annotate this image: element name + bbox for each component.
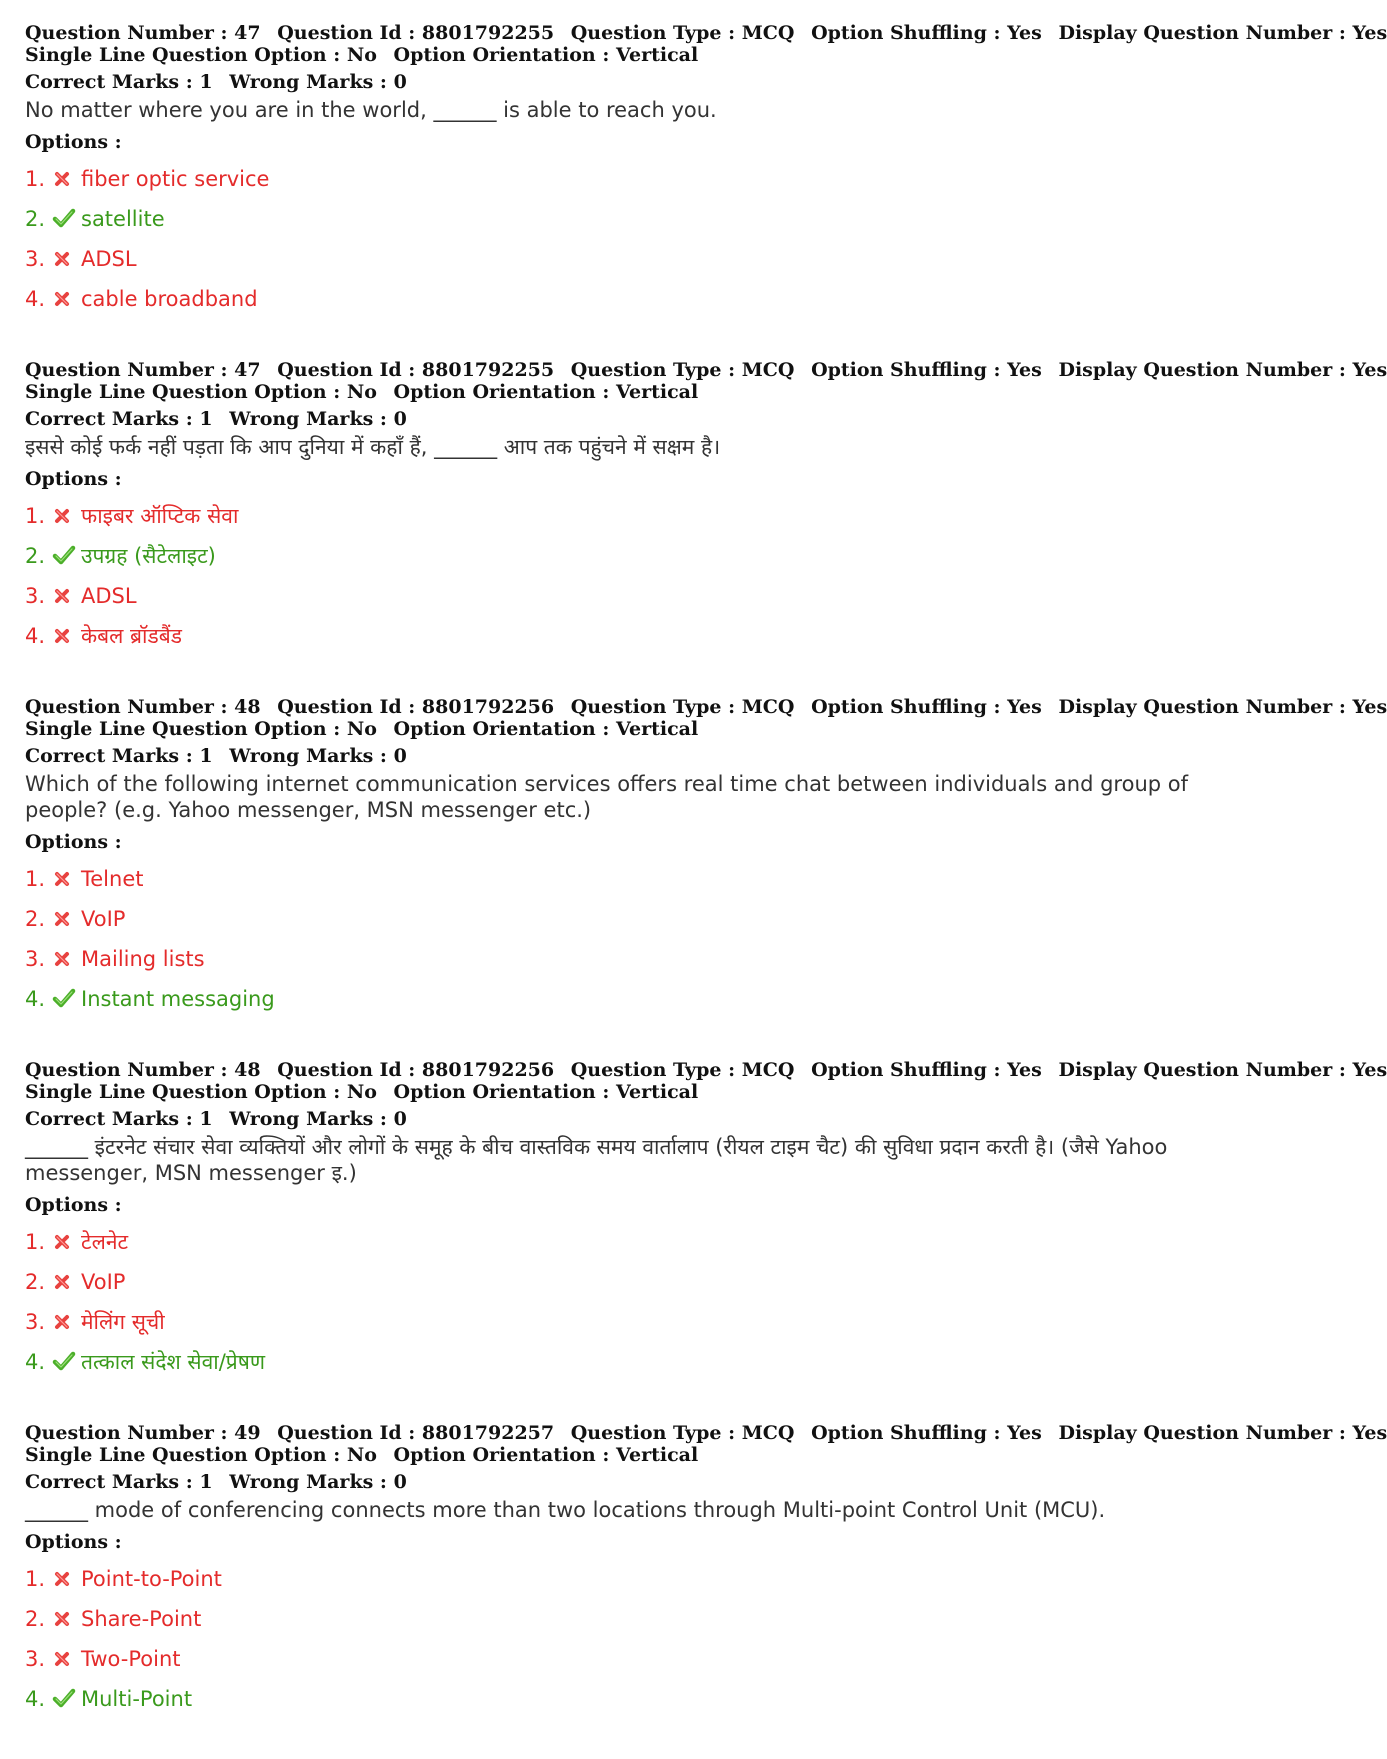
option-text: Point-to-Point <box>81 1567 222 1591</box>
option-number: 2. <box>25 907 46 931</box>
option-text: केबल ब्रॉडबैंड <box>81 624 182 648</box>
question-block <box>25 1059 1387 1382</box>
option-text: Multi-Point <box>81 1687 193 1711</box>
option-number: 4. <box>25 1687 46 1711</box>
cross-icon <box>53 901 75 925</box>
question-meta-line-1: Question Number : 47 Question Id : 8801792255 Question Type : MCQ Option Shuffling : Yes Display Question Number : Yes <box>25 22 1387 44</box>
question-meta-line-2: Single Line Question Option : No Option Orientation : Vertical <box>25 1081 699 1103</box>
option-number: 3. <box>25 1310 46 1334</box>
option-number: 4. <box>25 1350 46 1374</box>
check-icon <box>53 1681 75 1705</box>
option-number: 4. <box>25 624 46 648</box>
options-label: Options : <box>25 468 122 490</box>
cross-icon <box>53 1561 75 1585</box>
option-item <box>25 1679 1225 1719</box>
cross-icon <box>53 161 75 185</box>
option-number: 2. <box>25 207 46 231</box>
question-text: Which of the following internet communication services offers real time chat between individuals and group of people? (e.g. Yahoo messenger, MSN messenger etc.) <box>25 772 1189 822</box>
question-marks: Correct Marks : 1 Wrong Marks : 0 <box>25 408 407 430</box>
option-text: तत्काल संदेश सेवा/प्रेषण <box>81 1350 266 1374</box>
cross-icon <box>53 281 75 305</box>
cross-icon <box>53 618 75 642</box>
option-text: Two-Point <box>81 1647 181 1671</box>
question-block <box>25 359 1387 656</box>
question-marks: Correct Marks : 1 Wrong Marks : 0 <box>25 745 407 767</box>
option-number: 3. <box>25 584 46 608</box>
option-text: VoIP <box>81 907 126 931</box>
option-text: फाइबर ऑप्टिक सेवा <box>81 504 239 528</box>
question-block <box>25 22 1387 319</box>
option-number: 4. <box>25 287 46 311</box>
option-item <box>25 1559 1225 1599</box>
option-text: उपग्रह (सैटेलाइट) <box>81 544 216 568</box>
option-number: 3. <box>25 947 46 971</box>
question-block <box>25 696 1387 1019</box>
option-number: 1. <box>25 167 46 191</box>
question-meta-line-1: Question Number : 49 Question Id : 8801792257 Question Type : MCQ Option Shuffling : Yes Display Question Number : Yes <box>25 1422 1387 1444</box>
cross-icon <box>53 578 75 602</box>
question-marks: Correct Marks : 1 Wrong Marks : 0 <box>25 1471 407 1493</box>
option-item <box>25 239 1225 279</box>
option-item <box>25 1342 1225 1382</box>
question-meta-line-2: Single Line Question Option : No Option Orientation : Vertical <box>25 381 699 403</box>
option-item <box>25 979 1225 1019</box>
options-list <box>25 1222 1225 1382</box>
options-label: Options : <box>25 831 122 853</box>
question-paper-page <box>25 22 1387 1759</box>
options-list <box>25 1559 1225 1719</box>
option-text: Instant messaging <box>81 987 275 1011</box>
option-text: Share-Point <box>81 1607 202 1631</box>
option-item <box>25 199 1225 239</box>
check-icon <box>53 981 75 1005</box>
option-text: Mailing lists <box>81 947 205 971</box>
options-label: Options : <box>25 1194 122 1216</box>
option-number: 1. <box>25 504 46 528</box>
option-number: 2. <box>25 1607 46 1631</box>
cross-icon <box>53 1224 75 1248</box>
option-number: 1. <box>25 1230 46 1254</box>
option-number: 3. <box>25 1647 46 1671</box>
cross-icon <box>53 498 75 522</box>
option-text: टेलनेट <box>81 1230 129 1254</box>
cross-icon <box>53 1264 75 1288</box>
cross-icon <box>53 941 75 965</box>
question-meta-line-1: Question Number : 47 Question Id : 8801792255 Question Type : MCQ Option Shuffling : Yes Display Question Number : Yes <box>25 359 1387 381</box>
options-label: Options : <box>25 1531 122 1553</box>
option-text: Telnet <box>81 867 144 891</box>
option-item <box>25 939 1225 979</box>
question-block <box>25 1422 1387 1719</box>
option-text: VoIP <box>81 1270 126 1294</box>
option-item <box>25 1302 1225 1342</box>
option-number: 1. <box>25 867 46 891</box>
option-item <box>25 859 1225 899</box>
option-item <box>25 616 1225 656</box>
check-icon <box>53 538 75 562</box>
option-number: 2. <box>25 544 46 568</box>
cross-icon <box>53 861 75 885</box>
option-text: ADSL <box>81 247 137 271</box>
question-text: ______ इंटरनेट संचार सेवा व्यक्तियों और लोगों के समूह के बीच वास्तविक समय वार्तालाप (रीयल टाइम चैट) की सुविधा प्रदान करती है। (जैसे Yahoo messenger, MSN messenger इ.) <box>25 1135 1168 1185</box>
option-number: 1. <box>25 1567 46 1591</box>
options-list <box>25 159 1225 319</box>
option-item <box>25 279 1225 319</box>
cross-icon <box>53 1601 75 1625</box>
option-item <box>25 1222 1225 1262</box>
option-item <box>25 536 1225 576</box>
question-marks: Correct Marks : 1 Wrong Marks : 0 <box>25 1108 407 1130</box>
question-text: इससे कोई फर्क नहीं पड़ता कि आप दुनिया में कहाँ हैं, ______ आप तक पहुंचने में सक्षम है। <box>25 435 721 459</box>
option-number: 3. <box>25 247 46 271</box>
option-text: satellite <box>81 207 165 231</box>
options-list <box>25 496 1225 656</box>
cross-icon <box>53 241 75 265</box>
option-number: 2. <box>25 1270 46 1294</box>
option-item <box>25 1599 1225 1639</box>
options-label: Options : <box>25 131 122 153</box>
option-item <box>25 1262 1225 1302</box>
option-text: मेलिंग सूची <box>81 1310 165 1334</box>
option-item <box>25 899 1225 939</box>
option-number: 4. <box>25 987 46 1011</box>
option-item <box>25 496 1225 536</box>
question-text: ______ mode of conferencing connects more than two locations through Multi-point Control Unit (MCU). <box>25 1498 1106 1522</box>
question-text: No matter where you are in the world, ______ is able to reach you. <box>25 98 717 122</box>
option-item <box>25 576 1225 616</box>
question-marks: Correct Marks : 1 Wrong Marks : 0 <box>25 71 407 93</box>
options-list <box>25 859 1225 1019</box>
question-meta-line-1: Question Number : 48 Question Id : 8801792256 Question Type : MCQ Option Shuffling : Yes Display Question Number : Yes <box>25 696 1387 718</box>
question-meta-line-2: Single Line Question Option : No Option Orientation : Vertical <box>25 44 699 66</box>
option-item <box>25 159 1225 199</box>
question-meta-line-2: Single Line Question Option : No Option Orientation : Vertical <box>25 718 699 740</box>
check-icon <box>53 201 75 225</box>
option-text: ADSL <box>81 584 137 608</box>
option-text: fiber optic service <box>81 167 270 191</box>
check-icon <box>53 1344 75 1368</box>
option-text: cable broadband <box>81 287 258 311</box>
cross-icon <box>53 1641 75 1665</box>
option-item <box>25 1639 1225 1679</box>
cross-icon <box>53 1304 75 1328</box>
question-meta-line-1: Question Number : 48 Question Id : 8801792256 Question Type : MCQ Option Shuffling : Yes Display Question Number : Yes <box>25 1059 1387 1081</box>
question-meta-line-2: Single Line Question Option : No Option Orientation : Vertical <box>25 1444 699 1466</box>
